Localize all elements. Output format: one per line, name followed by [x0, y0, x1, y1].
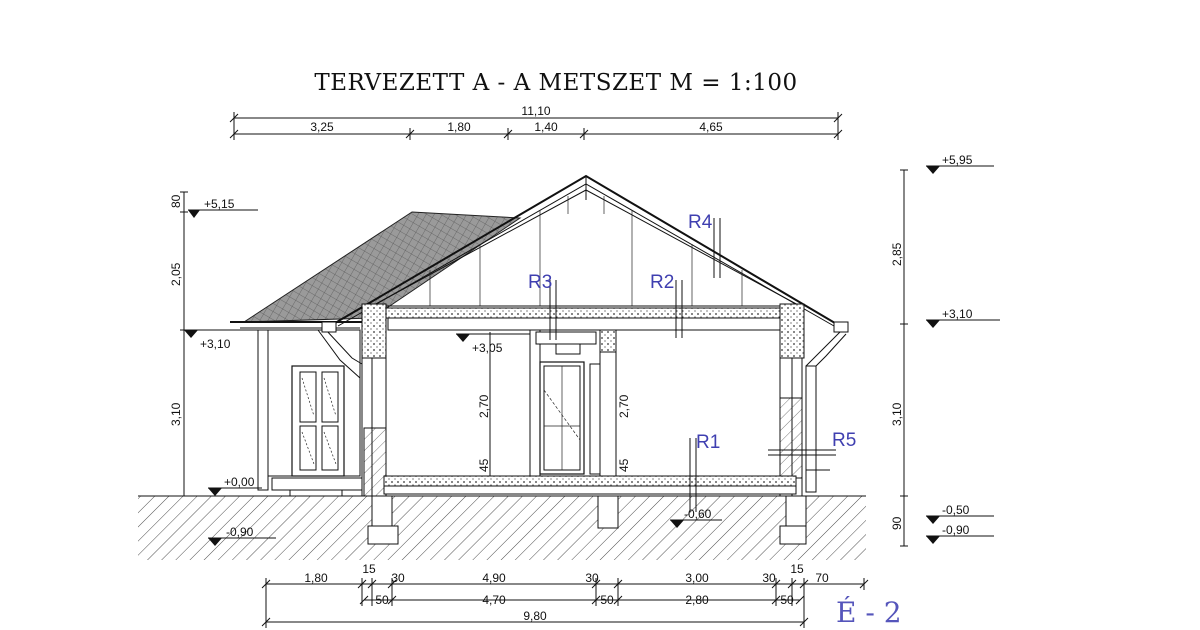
- ceiling-slab: [378, 308, 800, 330]
- right-gutter: [806, 322, 848, 492]
- dim-bottom-5: 30: [585, 571, 599, 585]
- right-vertical-dims: [890, 170, 908, 546]
- dim-bottom-8: 15: [790, 562, 804, 576]
- dim-left-2: 2,05: [169, 262, 183, 286]
- dim-bottom2-1: 50: [375, 593, 389, 607]
- dim-bottom-total: 9,80: [523, 609, 547, 623]
- dim-bottom-1: 1,80: [304, 571, 328, 585]
- dim-left-1: 80: [169, 194, 183, 208]
- dim-parapet-left: 45: [477, 458, 491, 472]
- dim-total-top: 11,10: [521, 104, 551, 118]
- label-r3: R3: [528, 272, 553, 293]
- dim-bottom2-5: 50: [780, 593, 794, 607]
- bottom-dims: [262, 562, 868, 628]
- dim-top-seg-4: 4,65: [699, 120, 723, 134]
- level-inner-found: -0,60: [684, 507, 712, 521]
- level-right-ground-2: -0,90: [942, 523, 970, 537]
- left-vertical-dims: [169, 192, 188, 496]
- dim-top-seg-1: 3,25: [310, 120, 334, 134]
- dim-bottom-4: 4,90: [482, 571, 506, 585]
- dim-bottom-9: 70: [815, 571, 829, 585]
- label-r1: R1: [696, 432, 721, 453]
- label-r2: R2: [650, 272, 675, 293]
- level-right-top: +5,95: [942, 153, 973, 167]
- dim-bottom-3: 30: [391, 571, 405, 585]
- inner-door: [540, 362, 600, 474]
- level-left-top: +5,15: [204, 197, 235, 211]
- level-left-eave: +3,10: [200, 337, 231, 351]
- dim-bottom-2: 15: [362, 562, 376, 576]
- label-r4: R4: [688, 212, 713, 233]
- dim-bottom2-4: 2,80: [685, 593, 709, 607]
- left-annex: [258, 322, 362, 496]
- dim-top-seg-3: 1,40: [534, 120, 558, 134]
- level-right-eave: +3,10: [942, 307, 973, 321]
- dim-height-left: 2,70: [477, 394, 491, 418]
- dim-height-right: 2,70: [617, 394, 631, 418]
- level-right-ground-1: -0,50: [942, 503, 970, 517]
- dim-bottom2-2: 4,70: [482, 593, 506, 607]
- dim-bottom-7: 30: [762, 571, 776, 585]
- dim-left-3: 3,10: [169, 402, 183, 426]
- dim-parapet-right: 45: [617, 458, 631, 472]
- top-dimension-chain: [230, 104, 842, 140]
- sheet-label: É - 2: [836, 596, 902, 629]
- dim-right-3: 90: [890, 516, 904, 530]
- level-left-floor: +0,00: [224, 475, 255, 489]
- dim-right-1: 2,85: [890, 242, 904, 266]
- dim-top-seg-2: 1,80: [447, 120, 471, 134]
- dim-bottom2-3: 50: [600, 593, 614, 607]
- dim-right-2: 3,10: [890, 402, 904, 426]
- level-inner-ceiling: +3,05: [472, 341, 503, 355]
- dim-bottom-6: 3,00: [685, 571, 709, 585]
- drawing-title: TERVEZETT A - A METSZET M = 1:100: [314, 70, 798, 96]
- level-left-ground: -0,90: [226, 525, 254, 539]
- label-r5: R5: [832, 430, 857, 451]
